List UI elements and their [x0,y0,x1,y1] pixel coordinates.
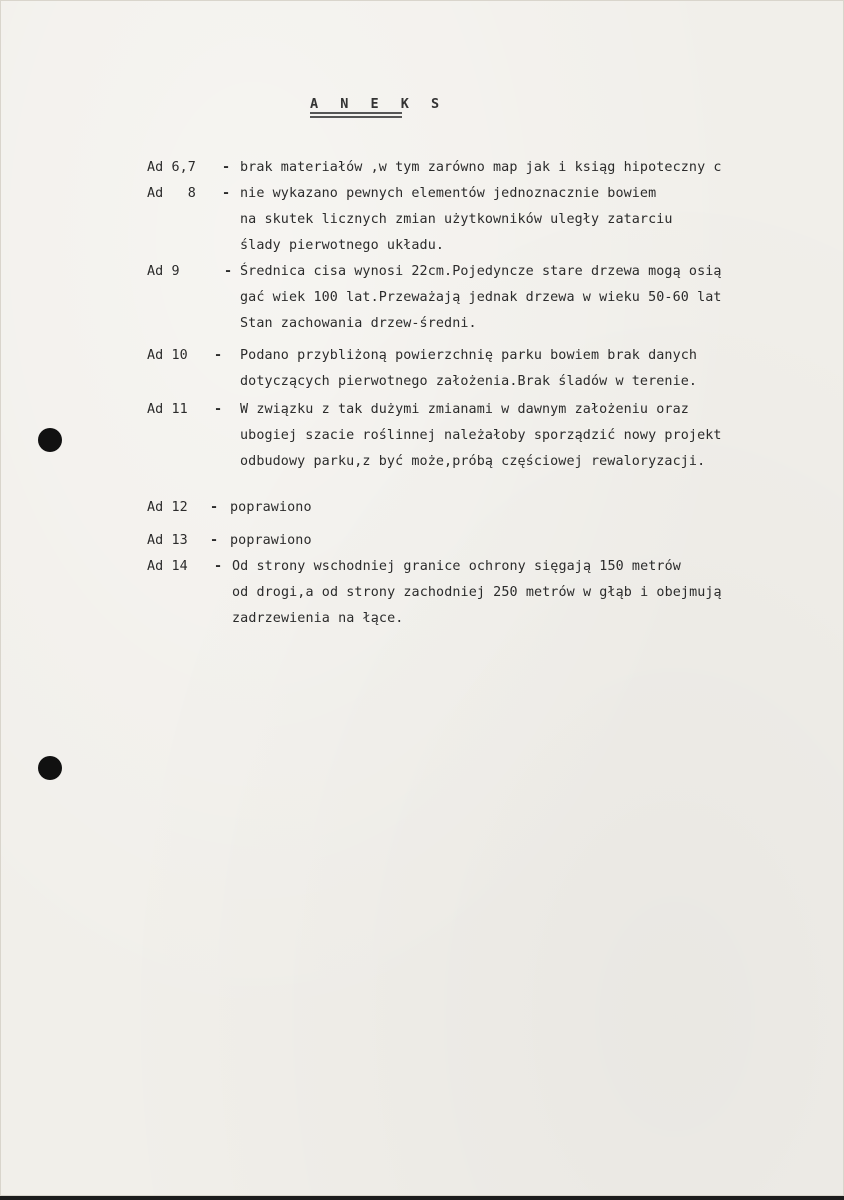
entry-label: Ad 11 [147,402,188,417]
entry-line: Stan zachowania drzew-średni. [240,316,477,331]
punch-hole [38,428,62,452]
entry-line: od drogi,a od strony zachodniej 250 metrów w głąb i obejmują [232,585,722,600]
title-double-underline [310,112,402,118]
entry-line: Od strony wschodniej granice ochrony sięgają 150 metrów [232,559,681,574]
entry-dash: - [224,264,233,279]
entry-dash: - [222,160,231,175]
entry-line: odbudowy parku,z być może,próbą częściowej rewaloryzacji. [240,454,706,469]
entry-line: nie wykazano pewnych elementów jednoznacznie bowiem [240,186,657,201]
entry-label: Ad 6,7 [147,160,196,175]
entry-line: Średnica cisa wynosi 22cm.Pojedyncze stare drzewa mogą osią [240,264,722,279]
entry-line: na skutek licznych zmian użytkowników uległy zatarciu [240,212,673,227]
entry-line: brak materiałów ,w tym zarówno map jak i ksiąg hipoteczny c [240,160,722,175]
entry-dash: - [210,533,219,548]
entry-label: Ad 8 [147,186,196,201]
entry-line: ślady pierwotnego układu. [240,238,445,253]
entry-line: W związku z tak dużymi zmianami w dawnym założeniu oraz [240,402,689,417]
entry-line: poprawiono [230,533,312,548]
entry-dash: - [214,559,223,574]
punch-hole [38,756,62,780]
entry-line: zadrzewienia na łące. [232,611,404,626]
entry-label: Ad 9 [147,264,180,279]
entry-dash: - [214,348,223,363]
entry-dash: - [222,186,231,201]
entry-label: Ad 14 [147,559,188,574]
document-title: A N E K S [310,96,447,112]
entry-line: ubogiej szacie roślinnej należałoby sporządzić nowy projekt [240,428,722,443]
entry-line: dotyczących pierwotnego założenia.Brak śladów w terenie. [240,374,698,389]
entry-line: Podano przybliżoną powierzchnię parku bowiem brak danych [240,348,698,363]
entry-dash: - [214,402,223,417]
entry-label: Ad 10 [147,348,188,363]
entry-label: Ad 12 [147,500,188,515]
entry-line: poprawiono [230,500,312,515]
scan-edge [0,1196,844,1200]
entry-label: Ad 13 [147,533,188,548]
entry-dash: - [210,500,219,515]
entry-line: gać wiek 100 lat.Przeważają jednak drzewa w wieku 50-60 lat [240,290,722,305]
